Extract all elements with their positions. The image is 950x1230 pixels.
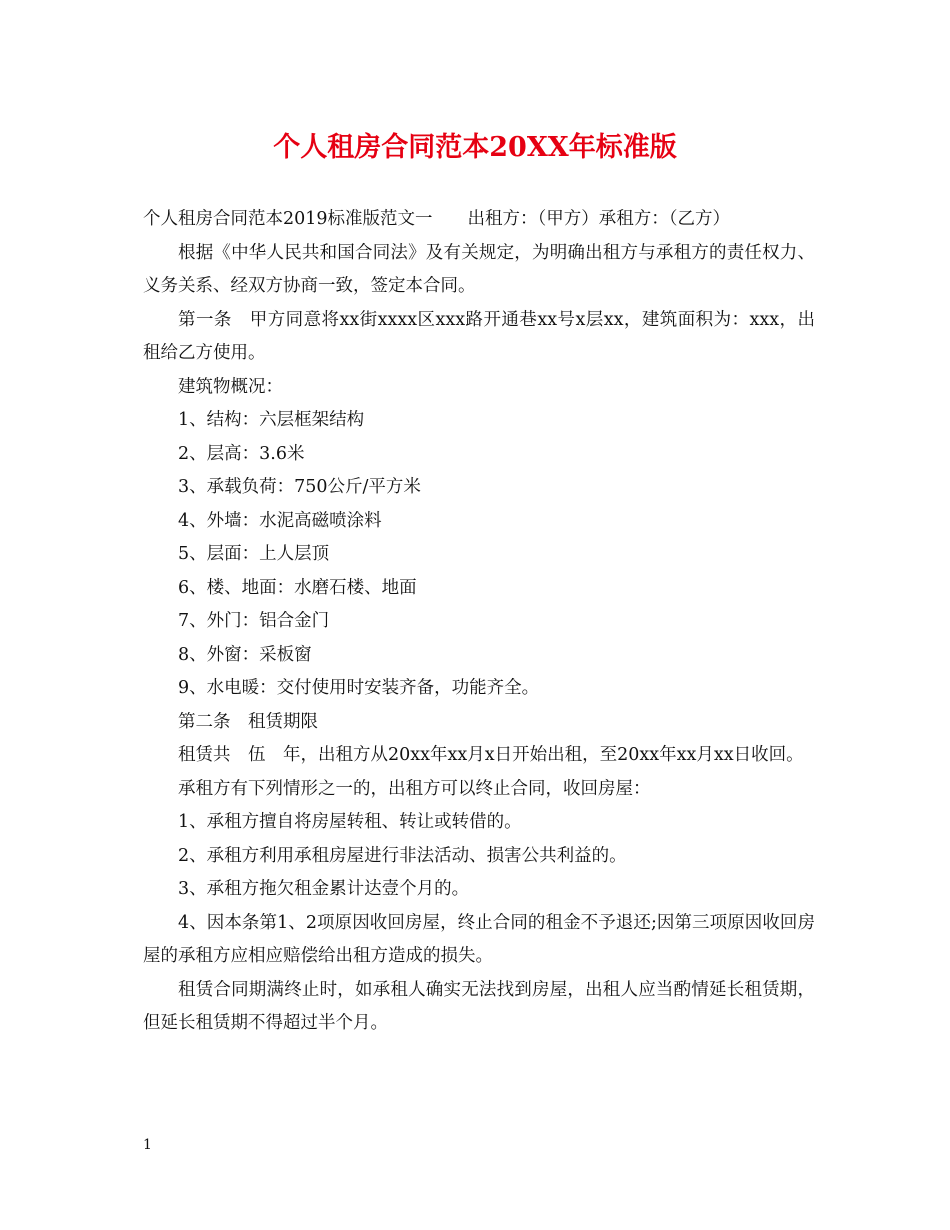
building-item: 8、外窗：采板窗 bbox=[178, 644, 312, 665]
building-heading: 建筑物概况： bbox=[178, 376, 283, 397]
document-body bbox=[143, 203, 815, 1041]
building-item: 1、结构：六层框架结构 bbox=[178, 410, 365, 430]
preamble-paragraph: 根据《中华人民共和国合同法》及有关规定，为明确出租方与承租方的责任权力、义务关系、经双方协商一致，签定本合同。 bbox=[143, 242, 815, 296]
building-item: 2、层高：3.6米 bbox=[178, 443, 305, 464]
building-item: 9、水电暖：交付使用时安装齐备，功能齐全。 bbox=[178, 678, 540, 698]
building-item: 5、层面：上人层顶 bbox=[178, 544, 330, 564]
termination-item-4-paragraph: 4、因本条第1、2项原因收回房屋，终止合同的租金不予退还;因第三项原因收回房屋的承租方应相应赔偿给出租方造成的损失。 bbox=[143, 912, 815, 966]
building-item: 6、楼、地面：水磨石楼、地面 bbox=[178, 577, 417, 598]
article-1-paragraph: 第一条 甲方同意将xx街xxxx区xxx路开通巷xx号x层xx，建筑面积为：xxx，出租给乙方使用。 bbox=[143, 309, 815, 363]
building-item: 4、外墙：水泥高磁喷涂料 bbox=[178, 510, 382, 531]
termination-heading: 承租方有下列情形之一的，出租方可以终止合同，收回房屋： bbox=[178, 778, 651, 799]
termination-item: 3、承租方拖欠租金累计达壹个月的。 bbox=[178, 879, 470, 899]
termination-item: 2、承租方利用承租房屋进行非法活动、损害公共利益的。 bbox=[178, 845, 627, 866]
article-2-paragraph: 租赁共 伍 年，出租方从20xx年xx月x日开始出租，至20xx年xx月xx日收回。 bbox=[178, 745, 804, 765]
article-2-heading: 第二条 租赁期限 bbox=[178, 711, 318, 732]
document-title: 个人租房合同范本20XX年标准版 bbox=[273, 132, 677, 163]
building-item: 3、承载负荷：750公斤/平方米 bbox=[178, 477, 421, 497]
building-item: 7、外门：铝合金门 bbox=[178, 611, 330, 631]
termination-item: 1、承租方擅自将房屋转租、转让或转借的。 bbox=[178, 812, 522, 832]
page-number: 1 bbox=[143, 1137, 152, 1153]
intro-line: 个人租房合同范本2019标准版范文一 出租方：（甲方）承租方：（乙方） bbox=[143, 209, 731, 229]
expiry-paragraph: 租赁合同期满终止时，如承租人确实无法找到房屋，出租人应当酌情延长租赁期，但延长租赁期不得超过半个月。 bbox=[143, 979, 815, 1033]
